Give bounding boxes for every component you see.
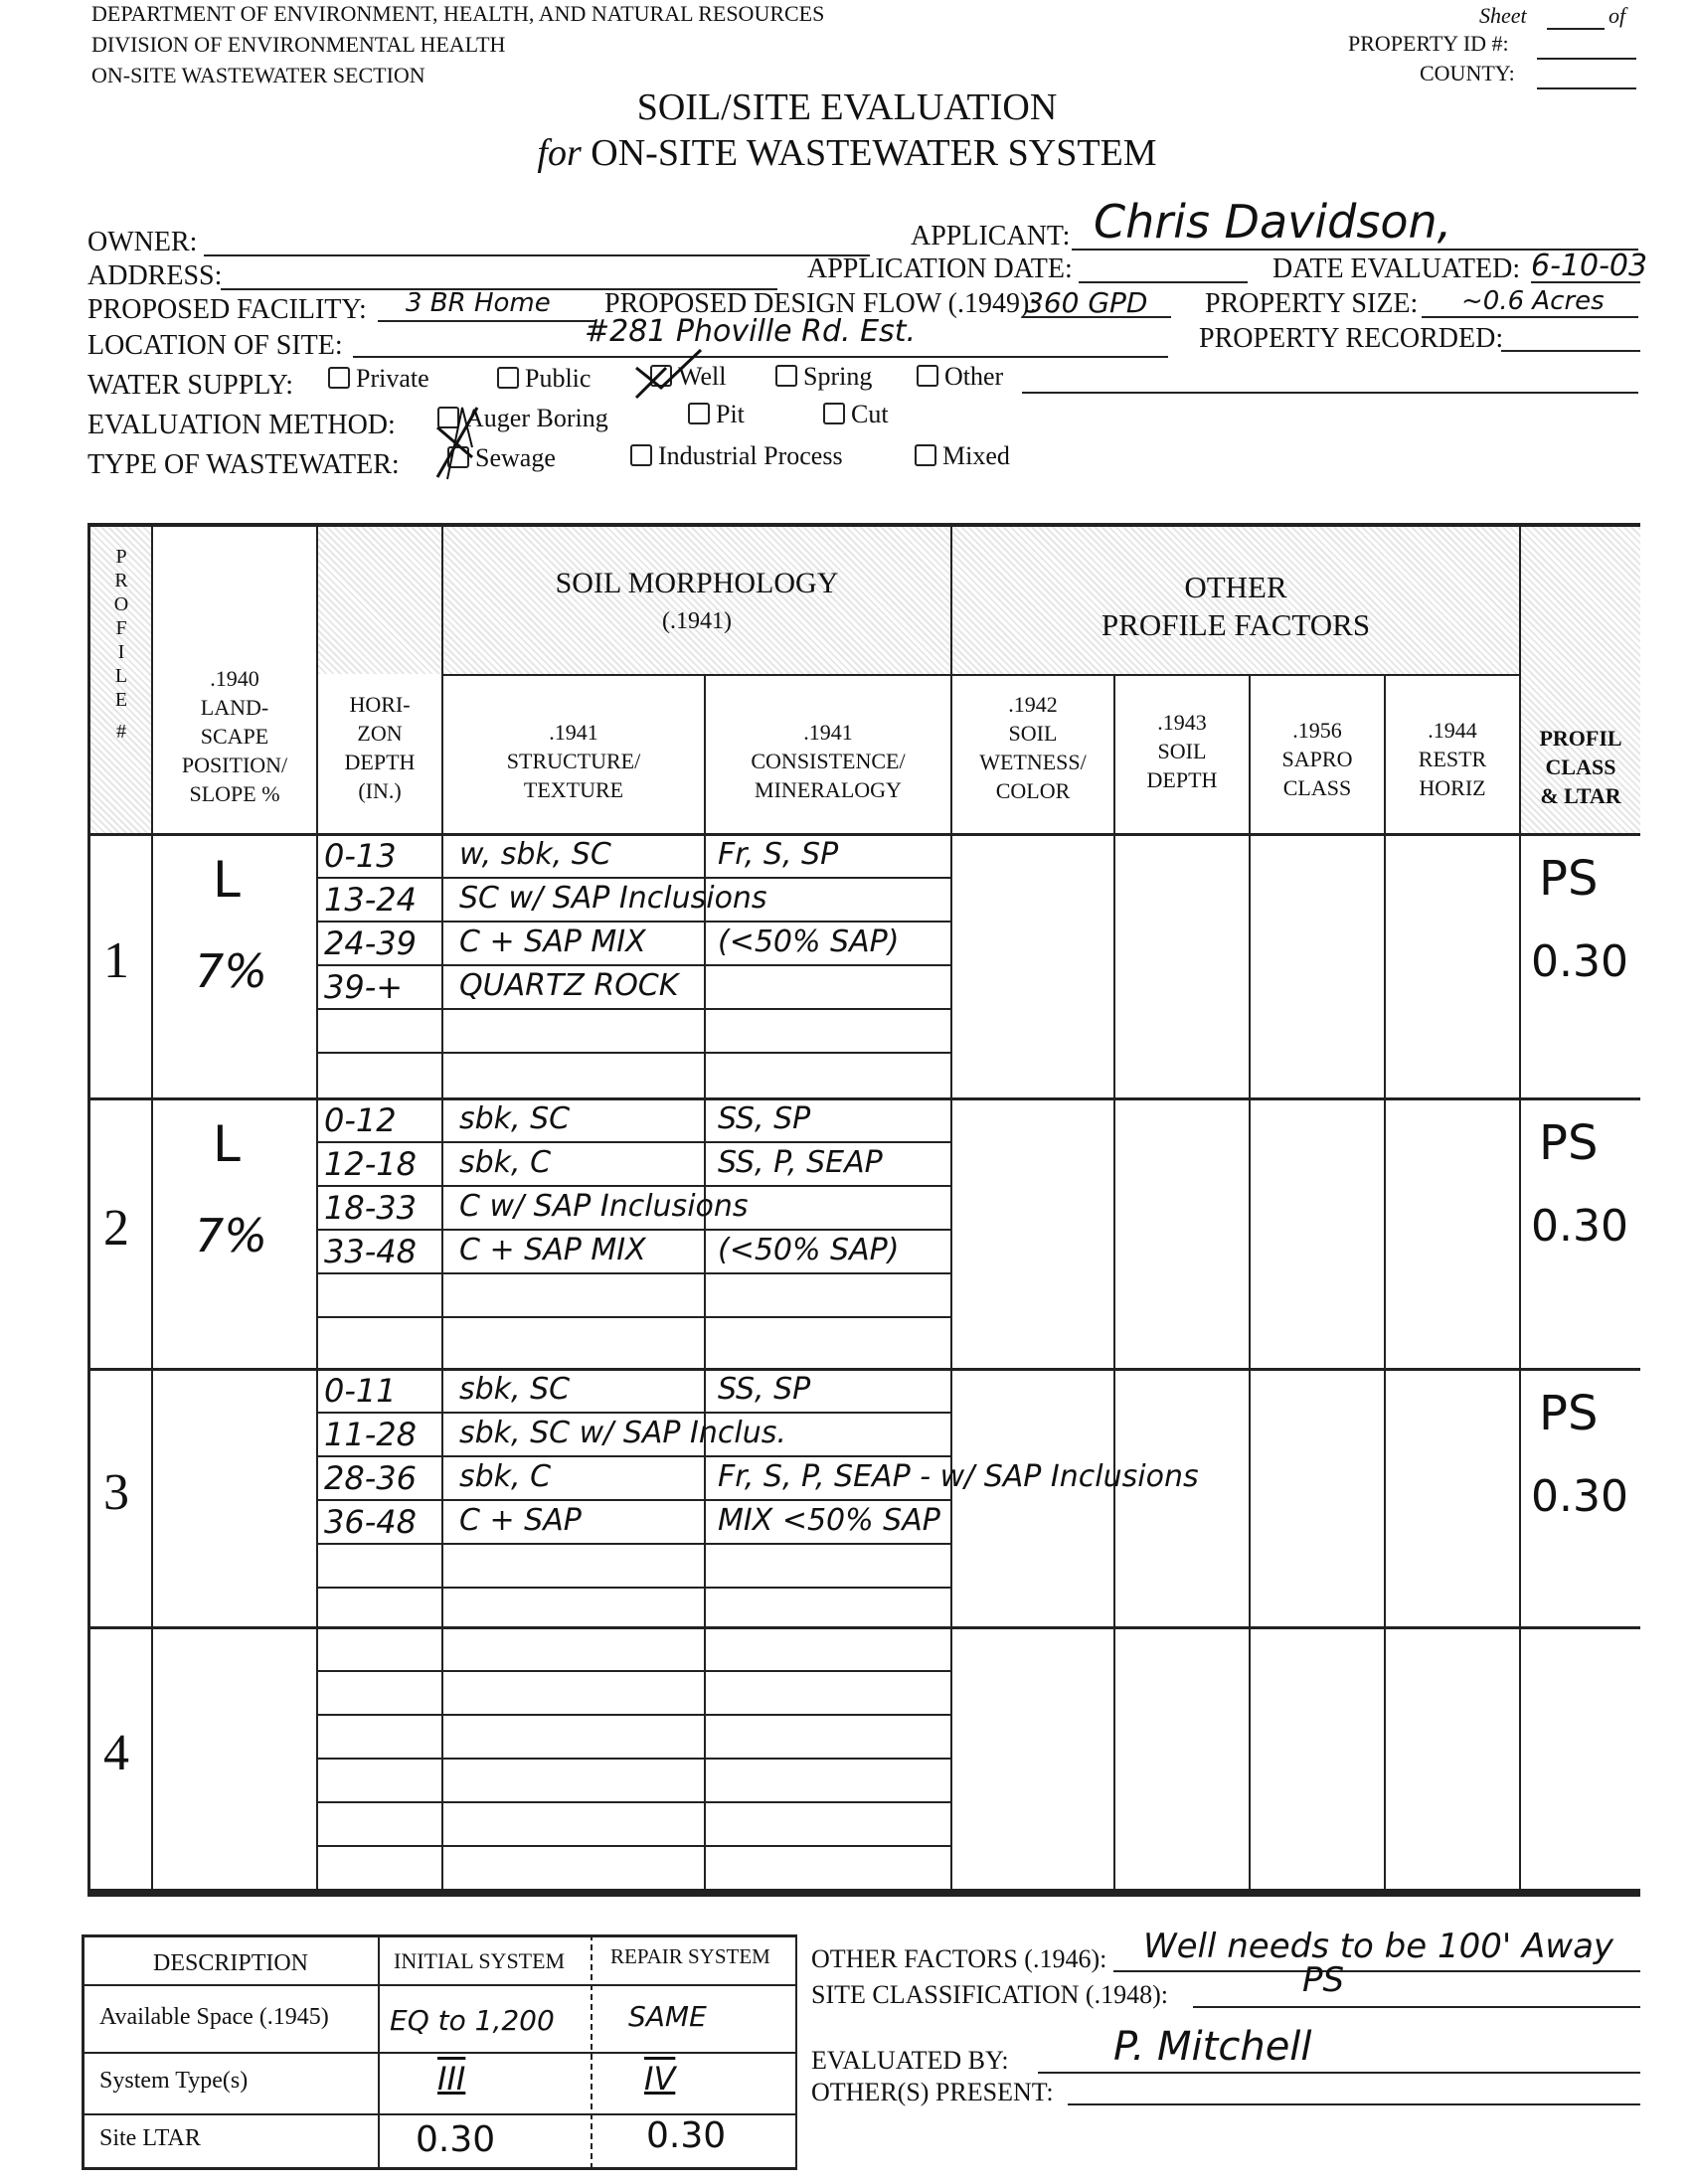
horizon-row-line xyxy=(316,1801,950,1803)
structure-col-header xyxy=(443,718,704,804)
vline-6 xyxy=(1113,674,1115,1895)
system-type-label: System Type(s) xyxy=(99,2068,249,2094)
horizon-row-line xyxy=(316,1587,950,1589)
profclass-h1: CLASS xyxy=(1545,755,1616,779)
depth-col-header xyxy=(1115,708,1249,794)
profclass-h0: PROFIL xyxy=(1539,726,1622,751)
profile-vertical-label xyxy=(99,545,143,712)
horizon-row-line xyxy=(316,1543,950,1545)
restr-h0: .1944 xyxy=(1428,718,1477,743)
vline-2 xyxy=(316,523,318,1895)
eval-pit-label: Pit xyxy=(716,400,745,428)
horizon-row-line xyxy=(316,1141,950,1143)
structure-texture: QUARTZ ROCK xyxy=(459,968,679,1003)
table-bottom-border xyxy=(87,1889,1640,1897)
landscape-h2: SCAPE xyxy=(200,724,269,749)
consistence-mineralogy: MIX <50% SAP xyxy=(718,1503,940,1538)
profile-col-header xyxy=(99,545,143,744)
summary-bottom xyxy=(82,2167,797,2170)
eval-cut-option[interactable] xyxy=(823,400,889,429)
summary-rule-1 xyxy=(82,1984,797,1986)
county-label: COUNTY: xyxy=(1420,61,1515,85)
application-date-label: APPLICATION DATE: xyxy=(807,253,1073,284)
profile-letter: I xyxy=(117,641,125,663)
application-date-line xyxy=(1079,281,1248,283)
subheader-rule xyxy=(443,674,1519,676)
horizon-depth: 0-13 xyxy=(324,837,397,875)
horizon-depth: 24-39 xyxy=(324,924,417,962)
profile-hash: # xyxy=(116,721,126,743)
landscape-h3: POSITION/ xyxy=(181,753,288,777)
consistence-mineralogy: SS, SP xyxy=(718,1101,811,1136)
profile-letter: R xyxy=(114,570,128,591)
landscape-h4: SLOPE % xyxy=(189,781,280,806)
design-flow-value: 360 GPD xyxy=(1026,286,1148,319)
horizon-depth: 12-18 xyxy=(324,1145,417,1183)
wetness-h0: .1942 xyxy=(1008,692,1058,717)
profile-letter: L xyxy=(114,665,128,687)
water-private-option[interactable] xyxy=(328,364,429,394)
structure-texture: C + SAP MIX xyxy=(459,1233,646,1267)
proposed-facility-label: PROPOSED FACILITY: xyxy=(87,294,367,325)
profile-ltar: 0.30 xyxy=(1531,1471,1628,1522)
landscape-position: L xyxy=(213,851,241,909)
eval-auger-label: Auger Boring xyxy=(465,404,608,432)
sheet-line xyxy=(1547,28,1605,30)
other-factors-label: OTHER FACTORS (.1946): xyxy=(811,1944,1107,1973)
horizon-row-line xyxy=(316,964,950,966)
location-value: #281 Phoville Rd. Est. xyxy=(585,314,916,349)
property-size-label: PROPERTY SIZE: xyxy=(1205,288,1419,319)
eval-method-label: EVALUATION METHOD: xyxy=(87,410,396,440)
consistence-mineralogy: Fr, S, SP xyxy=(718,837,839,872)
profile-letter: P xyxy=(115,546,127,568)
water-other-checkbox[interactable] xyxy=(917,365,938,387)
consistence-h2: MINERALOGY xyxy=(755,777,902,802)
profile-number: 3 xyxy=(103,1464,129,1521)
wetness-h1: SOIL xyxy=(1008,721,1058,746)
ww-mixed-label: Mixed xyxy=(942,441,1010,470)
profile-letter: E xyxy=(114,689,128,711)
site-classification-value: PS xyxy=(1302,1960,1345,2000)
horizon-depth: 33-48 xyxy=(324,1233,417,1270)
horizon-depth: 39-+ xyxy=(324,968,404,1006)
site-ltar-initial: 0.30 xyxy=(416,2119,496,2160)
consistence-mineralogy: (<50% SAP) xyxy=(718,924,900,959)
horizon-depth: 0-11 xyxy=(324,1372,397,1410)
profile-separator xyxy=(87,1097,1640,1100)
horizon-row-line xyxy=(316,1758,950,1760)
design-flow-label: PROPOSED DESIGN FLOW (.1949): xyxy=(604,288,1038,319)
table-top-border xyxy=(87,523,1640,527)
site-ltar-label: Site LTAR xyxy=(99,2125,201,2151)
property-recorded-label: PROPERTY RECORDED: xyxy=(1199,323,1504,354)
horizon-row-line xyxy=(316,1185,950,1187)
proposed-facility-line xyxy=(378,320,596,322)
eval-cut-checkbox[interactable] xyxy=(823,403,845,424)
sheet-label: Sheet xyxy=(1479,3,1527,28)
profclass-h2: & LTAR xyxy=(1540,783,1621,808)
horizon-row-line xyxy=(316,1455,950,1457)
structure-texture: C + SAP MIX xyxy=(459,924,646,959)
consistence-mineralogy: Fr, S, P, SEAP - w/ SAP Inclusions xyxy=(718,1459,1199,1494)
address-label: ADDRESS: xyxy=(87,260,223,291)
wastewater-type-label: TYPE OF WASTEWATER: xyxy=(87,449,400,480)
horizon-row-line xyxy=(316,877,950,879)
profile-class: PS xyxy=(1539,851,1599,907)
horizon-depth: 11-28 xyxy=(324,1416,417,1453)
system-type-repair: IV xyxy=(644,2060,676,2098)
form-subtitle xyxy=(0,131,1694,175)
sapro-h0: .1956 xyxy=(1292,718,1342,743)
landscape-h0: .1940 xyxy=(210,666,259,691)
other-factors-header xyxy=(952,569,1519,644)
form-title: SOIL/SITE EVALUATION xyxy=(636,86,1058,128)
water-supply-label: WATER SUPPLY: xyxy=(87,370,293,401)
others-present-label: OTHER(S) PRESENT: xyxy=(811,2078,1054,2106)
structure-texture: sbk, SC xyxy=(459,1372,571,1407)
sapro-h1: SAPRO xyxy=(1281,747,1353,771)
horizon-row-line xyxy=(316,1845,950,1847)
profclass-col-header xyxy=(1521,724,1640,810)
profile-class: PS xyxy=(1539,1386,1599,1441)
applicant-label: APPLICANT: xyxy=(911,221,1071,252)
for-word: for xyxy=(537,132,582,174)
horizon-h1: ZON xyxy=(357,721,403,746)
property-size-value: ~0.6 Acres xyxy=(1461,286,1605,316)
system-type-initial: III xyxy=(437,2060,466,2098)
consistence-h1: CONSISTENCE/ xyxy=(751,749,906,773)
horizon-h2: DEPTH xyxy=(344,750,416,774)
dept-name: DEPARTMENT OF ENVIRONMENT, HEALTH, AND NATURAL RESOURCES xyxy=(91,1,825,26)
horizon-row-line xyxy=(316,1670,950,1672)
horizon-row-line xyxy=(316,1316,950,1318)
structure-h1: STRUCTURE/ xyxy=(506,749,641,773)
header-bottom-rule xyxy=(87,833,1640,836)
site-ltar-repair: 0.30 xyxy=(646,2115,727,2156)
profile-number: 2 xyxy=(103,1200,129,1257)
structure-h2: TEXTURE xyxy=(523,777,624,802)
property-id-label: PROPERTY ID #: xyxy=(1348,31,1509,56)
owner-line xyxy=(204,254,870,256)
other-factors-value: Well needs to be 100' Away xyxy=(1143,1927,1614,1966)
horizon-row-line xyxy=(316,1499,950,1501)
wetness-h3: COLOR xyxy=(995,778,1071,803)
profile-ltar: 0.30 xyxy=(1531,1201,1628,1252)
available-space-repair: SAME xyxy=(628,2000,707,2033)
property-id-line xyxy=(1537,58,1636,60)
ww-industrial-label: Industrial Process xyxy=(658,441,843,470)
description-header: DESCRIPTION xyxy=(153,1950,309,1976)
structure-texture: sbk, SC w/ SAP Inclus. xyxy=(459,1416,786,1450)
division-name: DIVISION OF ENVIRONMENTAL HEALTH xyxy=(91,32,506,57)
vline-1 xyxy=(151,523,153,1895)
horizon-depth: 36-48 xyxy=(324,1503,417,1541)
ww-mixed-option[interactable] xyxy=(915,441,1010,471)
landscape-position: L xyxy=(213,1115,241,1173)
property-recorded-line xyxy=(1501,350,1640,352)
restr-col-header xyxy=(1386,716,1519,802)
profile-ltar: 0.30 xyxy=(1531,936,1628,987)
structure-h0: .1941 xyxy=(549,720,598,745)
other-title: OTHER xyxy=(1184,570,1287,604)
soil-morphology-header xyxy=(443,565,950,640)
water-private-label: Private xyxy=(356,364,429,393)
other-factors-line xyxy=(1113,1970,1640,1972)
structure-texture: C w/ SAP Inclusions xyxy=(459,1189,749,1224)
form-subtitle-text: ON-SITE WASTEWATER SYSTEM xyxy=(591,132,1157,174)
horizon-depth: 18-33 xyxy=(324,1189,417,1227)
slope-value: 7% xyxy=(195,1209,267,1262)
slope-value: 7% xyxy=(195,944,267,998)
profile-number: 4 xyxy=(103,1725,129,1781)
location-label: LOCATION OF SITE: xyxy=(87,330,343,361)
profile-class: PS xyxy=(1539,1115,1599,1171)
depth-h0: .1943 xyxy=(1157,710,1207,735)
proposed-facility-value: 3 BR Home xyxy=(406,288,551,318)
horizon-depth: 0-12 xyxy=(324,1101,397,1139)
horizon-h3: (IN.) xyxy=(358,778,402,803)
ww-sewage-label: Sewage xyxy=(475,443,556,472)
profile-letter: F xyxy=(115,617,127,639)
owner-label: OWNER: xyxy=(87,227,198,257)
water-spring-checkbox[interactable] xyxy=(775,365,797,387)
available-space-initial: EQ to 1,200 xyxy=(390,2004,555,2037)
horizon-row-line xyxy=(316,1412,950,1414)
profile-factors-title: PROFILE FACTORS xyxy=(1101,607,1371,642)
summary-rule-2 xyxy=(82,2052,797,2054)
soil-morph-code: (.1941) xyxy=(662,608,732,634)
date-evaluated-label: DATE EVALUATED: xyxy=(1272,253,1521,284)
restr-h1: RESTR xyxy=(1418,747,1487,771)
evaluated-by-line xyxy=(1038,2072,1640,2074)
water-well-label: Well xyxy=(678,362,727,391)
horizon-col-header xyxy=(320,690,439,805)
vline-7 xyxy=(1249,674,1251,1895)
sapro-col-header xyxy=(1251,716,1384,802)
vline-0 xyxy=(87,523,90,1895)
of-label: of xyxy=(1609,3,1626,28)
water-private-checkbox[interactable] xyxy=(328,367,350,389)
consistence-mineralogy: SS, P, SEAP xyxy=(718,1145,883,1180)
horizon-header-bg xyxy=(318,525,441,674)
horizon-depth: 28-36 xyxy=(324,1459,417,1497)
profile-number: 1 xyxy=(103,932,129,989)
date-evaluated-value: 6-10-03 xyxy=(1531,249,1648,283)
depth-h1: SOIL xyxy=(1157,739,1207,763)
wetness-h2: WETNESS/ xyxy=(979,750,1087,774)
evaluated-by-value: P. Mitchell xyxy=(1113,2024,1312,2070)
sapro-h2: CLASS xyxy=(1282,775,1352,800)
water-other-label: Other xyxy=(944,362,1004,391)
check-marks xyxy=(418,348,736,487)
structure-texture: C + SAP xyxy=(459,1503,582,1538)
wetness-col-header xyxy=(952,690,1113,805)
profile-letter: O xyxy=(113,593,129,615)
water-other-option[interactable] xyxy=(917,362,1003,392)
horizon-row-line xyxy=(316,1714,950,1716)
water-other-line xyxy=(1022,392,1638,394)
horizon-row-line xyxy=(316,921,950,923)
consistence-mineralogy: SS, SP xyxy=(718,1372,811,1407)
horizon-h0: HORI- xyxy=(349,692,411,717)
water-spring-option[interactable] xyxy=(775,362,872,392)
site-classification-line xyxy=(1193,2006,1640,2008)
consistence-col-header xyxy=(706,718,950,804)
water-spring-label: Spring xyxy=(803,362,873,391)
horizon-row-line xyxy=(316,1229,950,1231)
consistence-h0: .1941 xyxy=(803,720,853,745)
structure-texture: SC w/ SAP Inclusions xyxy=(459,881,767,916)
horizon-row-line xyxy=(316,1052,950,1054)
ww-mixed-checkbox[interactable] xyxy=(915,444,936,466)
others-present-line xyxy=(1068,2103,1640,2105)
water-public-label: Public xyxy=(525,364,592,393)
repair-system-header: REPAIR SYSTEM xyxy=(610,1944,770,1968)
site-classification-label: SITE CLASSIFICATION (.1948): xyxy=(811,1980,1168,2009)
section-name: ON-SITE WASTEWATER SECTION xyxy=(91,63,425,87)
available-space-label: Available Space (.1945) xyxy=(99,2004,329,2030)
restr-h2: HORIZ xyxy=(1419,775,1486,800)
structure-texture: sbk, C xyxy=(459,1459,552,1494)
landscape-h1: LAND- xyxy=(200,695,269,720)
structure-texture: sbk, C xyxy=(459,1145,552,1180)
initial-system-header: INITIAL SYSTEM xyxy=(394,1948,566,1973)
summary-v3 xyxy=(795,1934,797,2169)
consistence-mineralogy: (<50% SAP) xyxy=(718,1233,900,1267)
landscape-col-header xyxy=(155,664,314,808)
applicant-value: Chris Davidson, xyxy=(1094,195,1452,249)
profile-separator xyxy=(87,1368,1640,1371)
summary-v0 xyxy=(82,1934,85,2169)
vline-8 xyxy=(1384,674,1386,1895)
soil-morph-title: SOIL MORPHOLOGY xyxy=(555,567,839,599)
evaluated-by-label: EVALUATED BY: xyxy=(811,2046,1009,2075)
horizon-row-line xyxy=(316,1008,950,1010)
horizon-row-line xyxy=(316,1272,950,1274)
structure-texture: sbk, SC xyxy=(459,1101,571,1136)
summary-v1 xyxy=(378,1934,380,2169)
structure-texture: w, sbk, SC xyxy=(459,837,611,872)
eval-cut-label: Cut xyxy=(851,400,889,428)
depth-h2: DEPTH xyxy=(1146,767,1218,792)
vline-4 xyxy=(704,674,706,1895)
summary-v2 xyxy=(591,1934,593,2169)
property-size-line xyxy=(1422,316,1638,318)
summary-top xyxy=(82,1934,797,1937)
horizon-depth: 13-24 xyxy=(324,881,417,919)
profile-separator xyxy=(87,1626,1640,1629)
